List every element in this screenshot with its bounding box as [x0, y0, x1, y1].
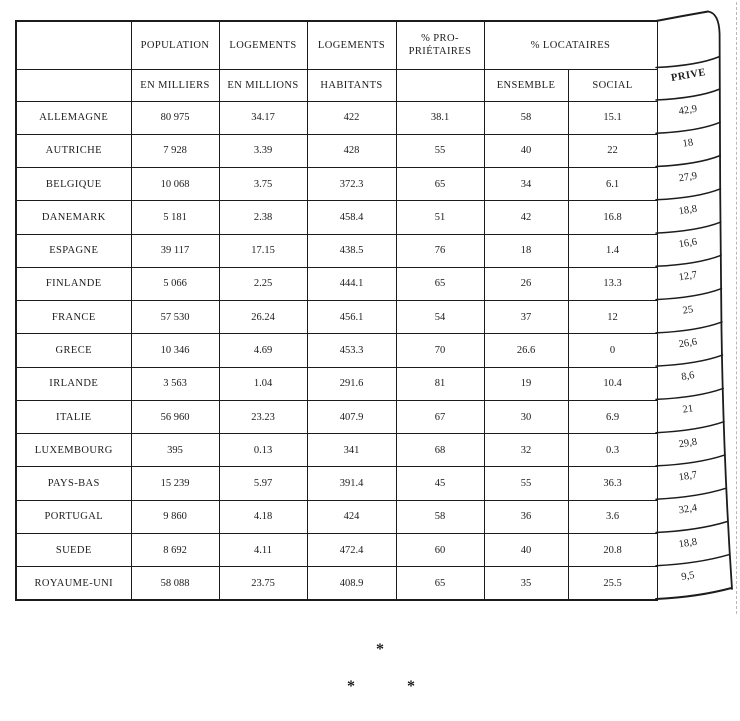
- cell-locataires-prive: 42,9: [677, 103, 698, 118]
- cell-locataires-prive: 29,8: [677, 436, 698, 451]
- cell-logements-habitants: 424: [307, 500, 396, 533]
- subheader-prive: PRIVE: [670, 67, 707, 85]
- cell-locataires-ensemble: 34: [484, 168, 568, 201]
- cell-locataires-social: 6.9: [568, 400, 657, 433]
- table-row: [16, 101, 657, 134]
- cell-logements-millions: 26.24: [219, 301, 307, 334]
- cell-population: 15 239: [131, 467, 219, 500]
- cell-population: 395: [131, 434, 219, 467]
- cell-locataires-prive: 27,9: [677, 170, 698, 185]
- cell-locataires-social: 20.8: [568, 533, 657, 566]
- cell-proprietaires: 65: [396, 267, 484, 300]
- cell-locataires-ensemble: 30: [484, 400, 568, 433]
- header-population: POPULATION: [131, 21, 219, 69]
- cell-locataires-social: 1.4: [568, 234, 657, 267]
- cell-locataires-prive: 12,7: [677, 269, 698, 284]
- cell-logements-millions: 5.97: [219, 467, 307, 500]
- cell-locataires-prive: 8,6: [680, 370, 696, 383]
- cell-locataires-prive: 21: [681, 403, 694, 416]
- cell-locataires-ensemble: 58: [484, 101, 568, 134]
- cell-proprietaires: 76: [396, 234, 484, 267]
- table-row: [16, 168, 657, 201]
- cell-country: BELGIQUE: [16, 168, 131, 201]
- cell-logements-millions: 34.17: [219, 101, 307, 134]
- table-row: [16, 201, 657, 234]
- cell-country: PORTUGAL: [16, 500, 131, 533]
- cell-locataires-social: 0.3: [568, 434, 657, 467]
- cell-logements-habitants: 391.4: [307, 467, 396, 500]
- cell-country: IRLANDE: [16, 367, 131, 400]
- cell-locataires-social: 3.6: [568, 500, 657, 533]
- cell-proprietaires: 60: [396, 533, 484, 566]
- cell-locataires-social: 12: [568, 301, 657, 334]
- cell-proprietaires: 65: [396, 168, 484, 201]
- cell-country: FINLANDE: [16, 267, 131, 300]
- cell-logements-millions: 17.15: [219, 234, 307, 267]
- header-logements-habitants: LOGEMENTS: [307, 21, 396, 69]
- cell-population: 5 181: [131, 201, 219, 234]
- header-locataires: % LOCATAIRES: [484, 21, 657, 69]
- cell-logements-millions: 23.23: [219, 400, 307, 433]
- cell-locataires-prive: 18,8: [677, 203, 698, 218]
- table-row: [16, 500, 657, 533]
- cell-proprietaires: 67: [396, 400, 484, 433]
- cell-locataires-ensemble: 35: [484, 567, 568, 600]
- cell-population: 5 066: [131, 267, 219, 300]
- subheader-en-milliers: EN MILLIERS: [131, 69, 219, 101]
- cell-logements-habitants: 458.4: [307, 201, 396, 234]
- cell-logements-habitants: 341: [307, 434, 396, 467]
- cell-logements-millions: 2.38: [219, 201, 307, 234]
- footnote-asterisk: *: [376, 641, 384, 658]
- table-row: [16, 567, 657, 600]
- scan-page-edge-line: [736, 2, 737, 614]
- cell-logements-habitants: 428: [307, 134, 396, 167]
- cell-proprietaires: 51: [396, 201, 484, 234]
- cell-logements-habitants: 444.1: [307, 267, 396, 300]
- header-row-1: [16, 21, 657, 69]
- cell-logements-habitants: 372.3: [307, 168, 396, 201]
- header-proprietaires: [396, 21, 484, 69]
- cell-country: PAYS-BAS: [16, 467, 131, 500]
- table-row: [16, 367, 657, 400]
- cell-logements-habitants: 472.4: [307, 533, 396, 566]
- cell-locataires-ensemble: 40: [484, 134, 568, 167]
- cell-country: ESPAGNE: [16, 234, 131, 267]
- cell-logements-habitants: 422: [307, 101, 396, 134]
- cell-locataires-ensemble: 40: [484, 533, 568, 566]
- table-row: [16, 301, 657, 334]
- table-row: [16, 134, 657, 167]
- table-row: [16, 434, 657, 467]
- cell-locataires-prive: 16,6: [677, 236, 698, 251]
- cell-locataires-ensemble: 55: [484, 467, 568, 500]
- cell-logements-habitants: 456.1: [307, 301, 396, 334]
- cell-locataires-social: 0: [568, 334, 657, 367]
- footnote-asterisk: *: [407, 678, 415, 695]
- cell-logements-millions: 4.69: [219, 334, 307, 367]
- housing-statistics-table: [15, 20, 658, 601]
- cell-proprietaires: 70: [396, 334, 484, 367]
- cell-proprietaires: 45: [396, 467, 484, 500]
- subheader-en-millions: EN MILLIONS: [219, 69, 307, 101]
- cell-population: 8 692: [131, 533, 219, 566]
- subheader-empty-country: [16, 69, 131, 101]
- cell-country: ROYAUME-UNI: [16, 567, 131, 600]
- cell-locataires-prive: 18,7: [677, 469, 698, 484]
- cell-proprietaires: 54: [396, 301, 484, 334]
- cell-locataires-social: 16.8: [568, 201, 657, 234]
- corner-cell: [16, 21, 131, 69]
- cell-locataires-prive: 32,4: [677, 502, 698, 517]
- subheader-ensemble: ENSEMBLE: [484, 69, 568, 101]
- cell-locataires-social: 13.3: [568, 267, 657, 300]
- cell-locataires-ensemble: 36: [484, 500, 568, 533]
- cell-population: 80 975: [131, 101, 219, 134]
- cell-logements-millions: 23.75: [219, 567, 307, 600]
- cell-locataires-ensemble: 32: [484, 434, 568, 467]
- cell-logements-habitants: 408.9: [307, 567, 396, 600]
- cell-locataires-social: 15.1: [568, 101, 657, 134]
- subheader-empty-proprietaires: [396, 69, 484, 101]
- subheader-social: SOCIAL: [568, 69, 657, 101]
- cell-country: SUEDE: [16, 533, 131, 566]
- cell-population: 58 088: [131, 567, 219, 600]
- cell-locataires-ensemble: 26.6: [484, 334, 568, 367]
- cell-population: 9 860: [131, 500, 219, 533]
- cell-proprietaires: 68: [396, 434, 484, 467]
- cell-population: 10 068: [131, 168, 219, 201]
- cell-proprietaires: 38.1: [396, 101, 484, 134]
- cell-population: 7 928: [131, 134, 219, 167]
- cell-locataires-social: 25.5: [568, 567, 657, 600]
- cell-population: 57 530: [131, 301, 219, 334]
- table-row: [16, 467, 657, 500]
- header-proprietaires-line1: % PRO-: [421, 33, 459, 45]
- cell-logements-habitants: 407.9: [307, 400, 396, 433]
- cell-country: ALLEMAGNE: [16, 101, 131, 134]
- cell-logements-millions: 1.04: [219, 367, 307, 400]
- cell-locataires-social: 10.4: [568, 367, 657, 400]
- cell-proprietaires: 65: [396, 567, 484, 600]
- cell-country: FRANCE: [16, 301, 131, 334]
- cell-locataires-ensemble: 18: [484, 234, 568, 267]
- cell-locataires-ensemble: 26: [484, 267, 568, 300]
- cell-logements-millions: 4.18: [219, 500, 307, 533]
- cell-population: 39 117: [131, 234, 219, 267]
- cell-locataires-prive: 9,5: [680, 570, 696, 583]
- table-row: [16, 267, 657, 300]
- cell-population: 10 346: [131, 334, 219, 367]
- cell-locataires-social: 36.3: [568, 467, 657, 500]
- cell-country: ITALIE: [16, 400, 131, 433]
- cell-locataires-prive: 18,8: [677, 536, 698, 551]
- cell-proprietaires: 58: [396, 500, 484, 533]
- cell-logements-habitants: 291.6: [307, 367, 396, 400]
- cell-logements-millions: 4.11: [219, 533, 307, 566]
- header-proprietaires-line2: PRIÉTAIRES: [408, 46, 472, 58]
- cell-locataires-prive: 18: [681, 137, 694, 150]
- cell-locataires-social: 22: [568, 134, 657, 167]
- cell-proprietaires: 81: [396, 367, 484, 400]
- table-row: [16, 400, 657, 433]
- table-row: [16, 334, 657, 367]
- header-logements-millions: LOGEMENTS: [219, 21, 307, 69]
- table-row: [16, 234, 657, 267]
- header-row-2: [16, 69, 657, 101]
- cell-population: 3 563: [131, 367, 219, 400]
- cell-locataires-ensemble: 37: [484, 301, 568, 334]
- cell-locataires-ensemble: 19: [484, 367, 568, 400]
- cell-country: AUTRICHE: [16, 134, 131, 167]
- cell-country: LUXEMBOURG: [16, 434, 131, 467]
- cell-country: DANEMARK: [16, 201, 131, 234]
- footnote-asterisk: *: [347, 678, 355, 695]
- cell-population: 56 960: [131, 400, 219, 433]
- cell-locataires-prive: 26,6: [677, 336, 698, 351]
- cell-locataires-prive: 25: [681, 304, 694, 317]
- table-row: [16, 533, 657, 566]
- cell-logements-millions: 2.25: [219, 267, 307, 300]
- cell-logements-habitants: 453.3: [307, 334, 396, 367]
- cell-logements-millions: 3.39: [219, 134, 307, 167]
- cell-logements-millions: 3.75: [219, 168, 307, 201]
- subheader-habitants: HABITANTS: [307, 69, 396, 101]
- cell-locataires-ensemble: 42: [484, 201, 568, 234]
- cell-country: GRECE: [16, 334, 131, 367]
- cell-logements-millions: 0.13: [219, 434, 307, 467]
- cell-proprietaires: 55: [396, 134, 484, 167]
- cell-locataires-social: 6.1: [568, 168, 657, 201]
- cell-logements-habitants: 438.5: [307, 234, 396, 267]
